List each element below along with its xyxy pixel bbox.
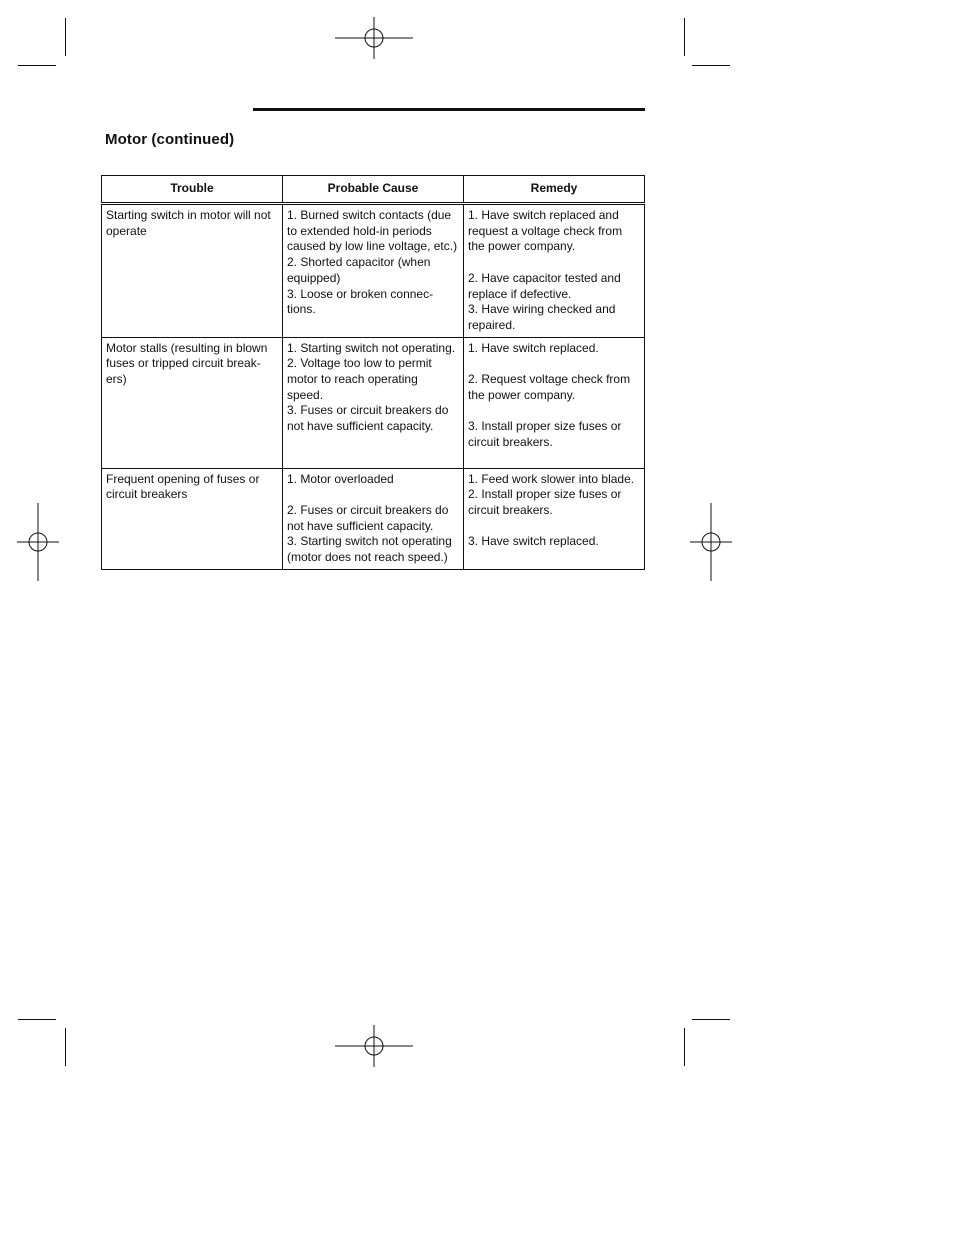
crop-mark-top-right-horizontal <box>692 65 730 66</box>
text-line: operate <box>106 223 147 238</box>
registration-mark-bottom-icon <box>335 1025 413 1067</box>
crop-mark-top-left-horizontal <box>18 65 56 66</box>
text-line: 3. Loose or broken connec- <box>287 286 434 301</box>
crop-mark-bottom-left-vertical <box>65 1028 66 1066</box>
cause-cell <box>283 204 464 338</box>
crop-mark-top-right-vertical <box>684 18 685 56</box>
text-line: the power company. <box>468 387 576 402</box>
text-line: 1. Have switch replaced. <box>468 340 599 355</box>
text-line: equipped) <box>287 270 341 285</box>
registration-mark-top-icon <box>335 17 413 59</box>
text-line: request a voltage check from <box>468 223 623 238</box>
text-line: repaired. <box>468 317 516 332</box>
remedy-cell <box>464 204 645 338</box>
text-line: 2. Install proper size fuses or <box>468 487 622 502</box>
header-rule <box>253 108 645 111</box>
trouble-cell <box>102 468 283 569</box>
trouble-cell <box>102 204 283 338</box>
crop-mark-bottom-left-horizontal <box>18 1019 56 1020</box>
text-line: circuit breakers <box>106 487 188 502</box>
text-line: motor to reach operating <box>287 372 418 387</box>
table-row <box>102 468 645 569</box>
text-line: the power company. <box>468 239 576 254</box>
table-row <box>102 204 645 338</box>
text-line: 3. Starting switch not operating <box>287 534 452 549</box>
text-line <box>287 487 461 503</box>
crop-mark-bottom-right-vertical <box>684 1028 685 1066</box>
crop-mark-top-left-vertical <box>65 18 66 56</box>
cause-cell <box>283 337 464 468</box>
remedy-cell <box>464 337 645 468</box>
text-line: Frequent opening of fuses or <box>106 471 260 486</box>
text-line: 3. Have switch replaced. <box>468 534 599 549</box>
text-line: (motor does not reach speed.) <box>287 550 448 565</box>
text-line: Motor stalls (resulting in blown <box>106 340 268 355</box>
cause-cell <box>283 468 464 569</box>
text-line: 1. Have switch replaced and <box>468 208 619 222</box>
header-trouble: Trouble <box>102 176 283 204</box>
text-line: 1. Feed work slower into blade. <box>468 471 635 486</box>
text-line: 2. Voltage too low to permit <box>287 356 432 371</box>
text-line: 3. Have wiring checked and <box>468 302 616 317</box>
text-line <box>468 356 642 372</box>
text-line: fuses or tripped circuit break- <box>106 356 261 371</box>
text-line: not have sufficient capacity. <box>287 419 434 434</box>
text-line <box>468 255 642 271</box>
troubleshooting-table <box>101 175 645 570</box>
text-line: circuit breakers. <box>468 503 553 518</box>
table-row <box>102 337 645 468</box>
text-line: 2. Shorted capacitor (when <box>287 255 431 270</box>
header-remedy: Remedy <box>464 176 645 204</box>
text-line: 2. Request voltage check from <box>468 372 631 386</box>
text-line: circuit breakers. <box>468 434 553 449</box>
text-line <box>468 403 642 419</box>
text-line: not have sufficient capacity. <box>287 518 434 533</box>
section-title: Motor (continued) <box>105 131 235 148</box>
registration-mark-right-icon <box>690 503 732 581</box>
registration-mark-left-icon <box>17 503 59 581</box>
crop-mark-bottom-right-horizontal <box>692 1019 730 1020</box>
text-line: ers) <box>106 372 127 387</box>
text-line: 2. Have capacitor tested and <box>468 270 621 285</box>
trouble-cell <box>102 337 283 468</box>
remedy-cell <box>464 468 645 569</box>
text-line: Starting switch in motor will not <box>106 208 271 222</box>
header-probable-cause: Probable Cause <box>283 176 464 204</box>
text-line: 3. Fuses or circuit breakers do <box>287 403 449 418</box>
text-line: 1. Starting switch not operating. <box>287 340 456 355</box>
text-line: 3. Install proper size fuses or <box>468 419 622 434</box>
text-line <box>468 519 642 535</box>
text-line: tions. <box>287 302 316 317</box>
text-line: to extended hold-in periods <box>287 223 432 238</box>
text-line: 1. Burned switch contacts (due <box>287 208 452 222</box>
text-line: speed. <box>287 387 324 402</box>
text-line: 2. Fuses or circuit breakers do <box>287 503 449 517</box>
text-line: 1. Motor overloaded <box>287 471 394 486</box>
text-line: replace if defective. <box>468 286 572 301</box>
text-line: caused by low line voltage, etc.) <box>287 239 458 254</box>
table-header-row <box>102 176 645 204</box>
